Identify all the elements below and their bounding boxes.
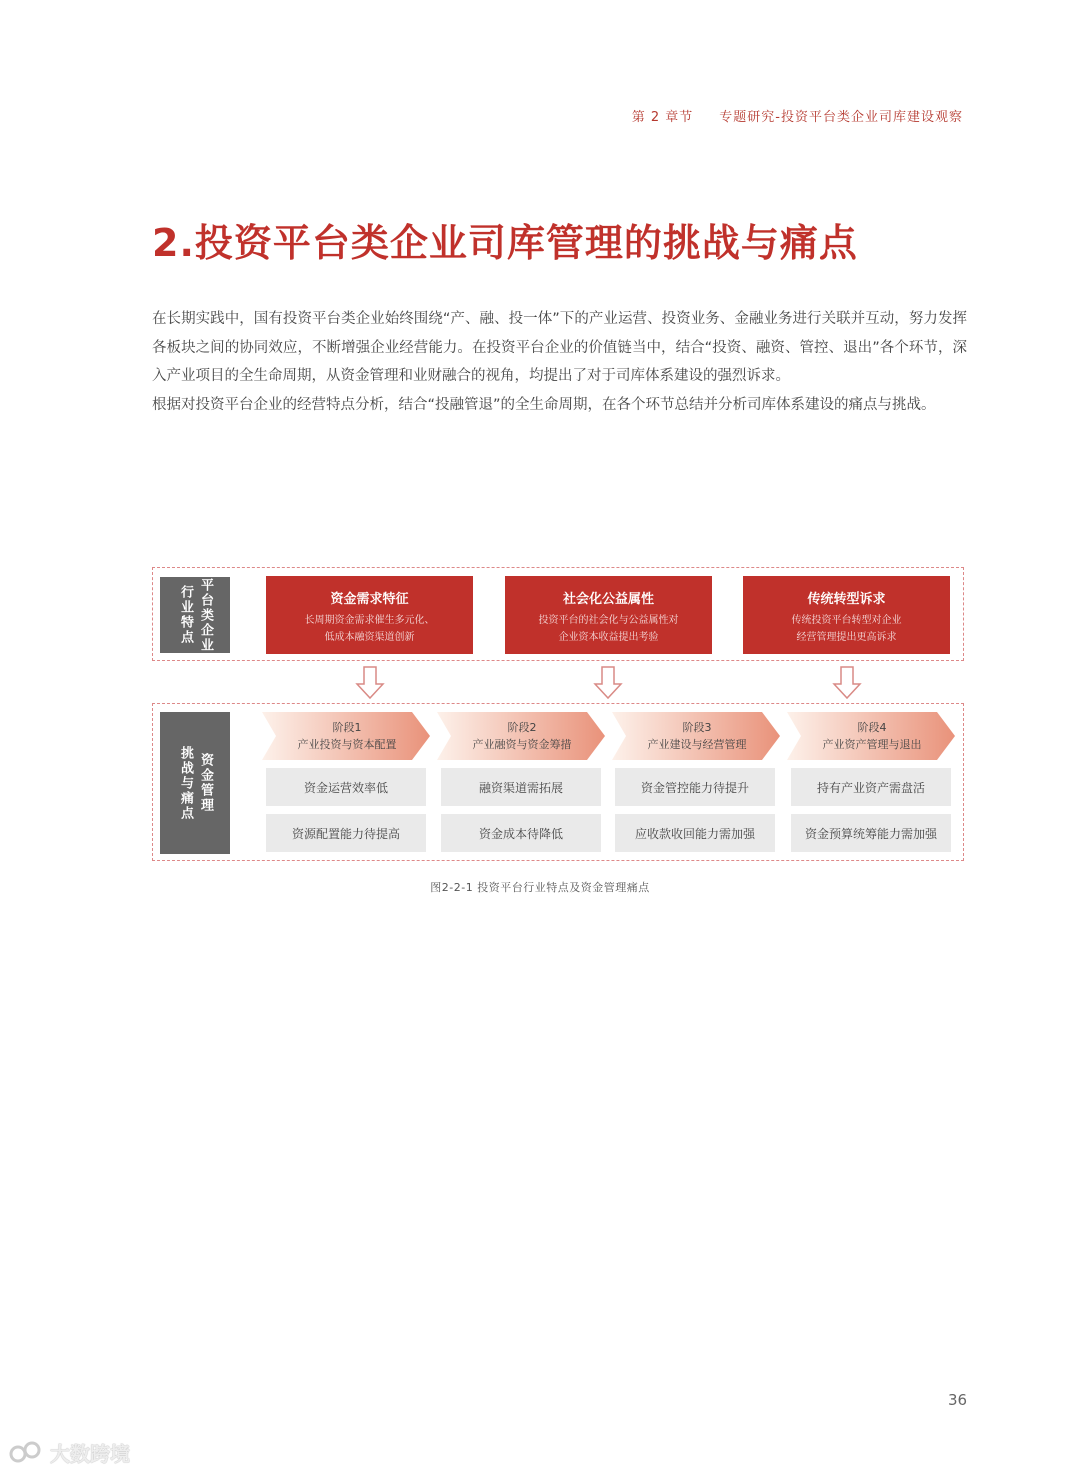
feature-desc: 投资平台的社会化与公益属性对 [538,615,679,626]
pain-point: 持有产业资产需盘活 [791,768,951,806]
side-label-col: 行业特点 [178,585,193,645]
feature-card [743,576,950,654]
stage-chevron [612,712,782,760]
chapter-label: 第 2 章节 [631,110,694,125]
pain-point: 资金成本待降低 [441,814,601,852]
down-arrow-icon [832,666,862,700]
page-number: 36 [948,1391,968,1409]
side-label-industry [160,577,230,653]
side-label-col: 资金管理 [198,753,213,813]
pain-point: 资金运营效率低 [266,768,426,806]
pain-point: 融资渠道需拓展 [441,768,601,806]
stage-chevron [787,712,957,760]
feature-title: 社会化公益属性 [562,592,654,607]
watermark [8,1438,130,1467]
side-label-col: 平台类企业 [198,577,213,653]
stage-chevron [262,712,432,760]
feature-desc: 低成本融资渠道创新 [324,632,415,643]
stage-step: 阶段1 [332,721,362,734]
side-label-challenges [160,712,230,854]
paragraph-2: 根据对投资平台企业的经营特点分析，结合“投融管退”的全生命周期，在各个环节总结并分析司库体系建设的痛点与挑战。 [152,396,936,413]
stage-name: 产业资产管理与退出 [822,738,922,751]
stage-step: 阶段2 [507,721,537,734]
watermark-logo-icon [8,1440,46,1466]
pain-point: 资源配置能力待提高 [266,814,426,852]
stage-name: 产业建设与经营管理 [647,738,747,751]
stage-step: 阶段4 [857,721,887,734]
feature-desc: 传统投资平台转型对企业 [791,615,902,626]
down-arrow-icon [593,666,623,700]
down-arrow-icon [355,666,385,700]
figure-caption: 图2-2-1 投资平台行业特点及资金管理痛点 [430,881,650,894]
stage-name: 产业融资与资金筹措 [472,738,572,751]
pain-point: 资金预算统筹能力需加强 [791,814,951,852]
section-title: 2.投资平台类企业司库管理的挑战与痛点 [152,221,858,265]
feature-card [266,576,473,654]
stage-chevron [437,712,607,760]
body-text [152,305,967,419]
topic-label: 专题研究-投资平台类企业司库建设观察 [719,110,963,125]
stage-name: 产业投资与资本配置 [297,738,397,751]
pain-point: 资金管控能力待提升 [615,768,775,806]
feature-card [505,576,712,654]
watermark-text: 大数跨境 [50,1442,130,1466]
feature-desc: 经营管理提出更高诉求 [796,632,897,643]
feature-desc: 企业资本收益提出考验 [558,632,659,643]
paragraph-1: 在长期实践中，国有投资平台类企业始终围绕“产、融、投一体”下的产业运营、投资业务、金融业务进行关联并互动，努力发挥各板块之间的协同效应，不断增强企业经营能力。在投资平台企业的价值链当中，结合“投资、融资、管控、退出”各个环节，深入产业项目的全生命周期，从资金管理和业财融合的视角，均提出了对于司库体系建设的强烈诉求。 [152,311,967,385]
side-label-col: 挑战与痛点 [178,745,193,821]
feature-title: 传统转型诉求 [807,592,886,607]
pain-point: 应收款收回能力需加强 [615,814,775,852]
feature-desc: 长周期资金需求催生多元化、 [304,615,435,626]
stage-step: 阶段3 [682,721,712,734]
running-header [632,106,963,125]
feature-title: 资金需求特征 [330,592,409,607]
